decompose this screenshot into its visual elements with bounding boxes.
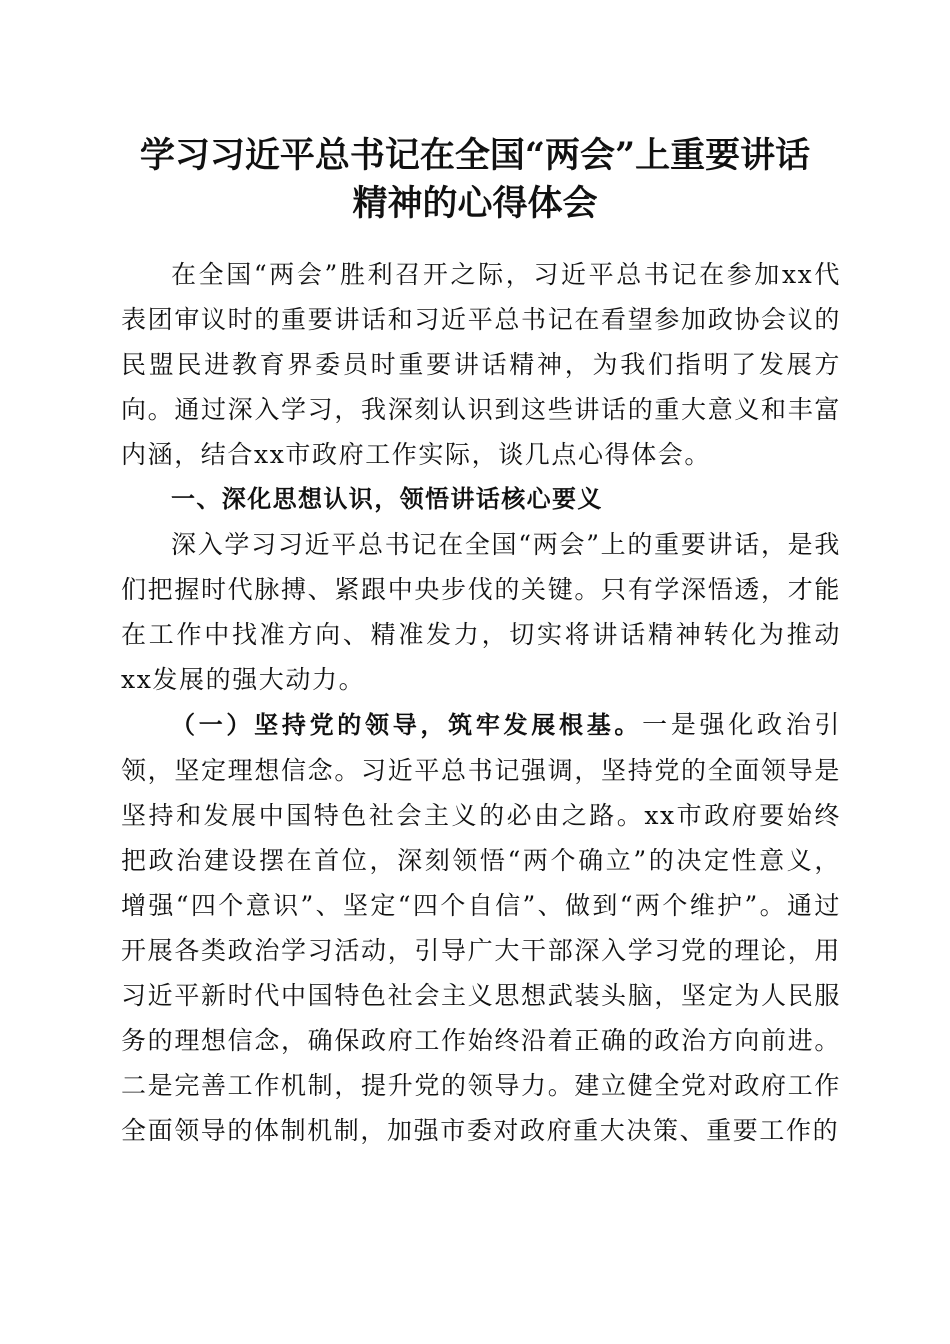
section-1-paragraph: 深入学习习近平总书记在全国“两会”上的重要讲话，是我们把握时代脉搏、紧跟中央步伐的关键。只有学深悟透，才能在工作中找准方向、精准发力，切实将讲话精神转化为推动xx发展的强大动力。 — [121, 530, 841, 694]
subsection-1-text: 一是强化政治引领，坚定理想信念。习近平总书记强调，坚持党的全面领导是坚持和发展中国特色社会主义的必由之路。xx市政府要始终把政治建设摆在首位，深刻领悟“两个确立”的决定性意义，增强“四个意识”、坚定“四个自信”、做到“两个维护”。通过开展各类政治学习活动，引导广大干部深入学习党的理论，用习近平新时代中国特色社会主义思想武装头脑，坚定为人民服务的理想信念，确保政府工作始终沿着正确的政治方向前进。二是完善工作机制，提升党的领导力。建立健全党对政府工作全面领导的体制机制，加强市委对政府重大决策、重要工作的 — [121, 710, 842, 1145]
subsection-1-paragraph — [121, 702, 841, 1153]
intro-paragraph: 在全国“两会”胜利召开之际，习近平总书记在参加xx代表团审议时的重要讲话和习近平总书记在看望参加政协会议的民盟民进教育界委员时重要讲话精神，为我们指明了发展方向。通过深入学习，我深刻认识到这些讲话的重大意义和丰富内涵，结合xx市政府工作实际，谈几点心得体会。 — [121, 260, 841, 469]
section-heading-1: 一、深化思想认识，领悟讲话核心要义 — [171, 485, 603, 513]
title-line-2: 精神的心得体会 — [352, 183, 598, 224]
document-title — [100, 132, 850, 228]
document-body — [121, 252, 841, 1153]
title-line-1: 学习习近平总书记在全国“两会”上重要讲话 — [139, 135, 811, 176]
subsection-1-lead: （一）坚持党的领导，筑牢发展根基。 — [171, 711, 643, 739]
